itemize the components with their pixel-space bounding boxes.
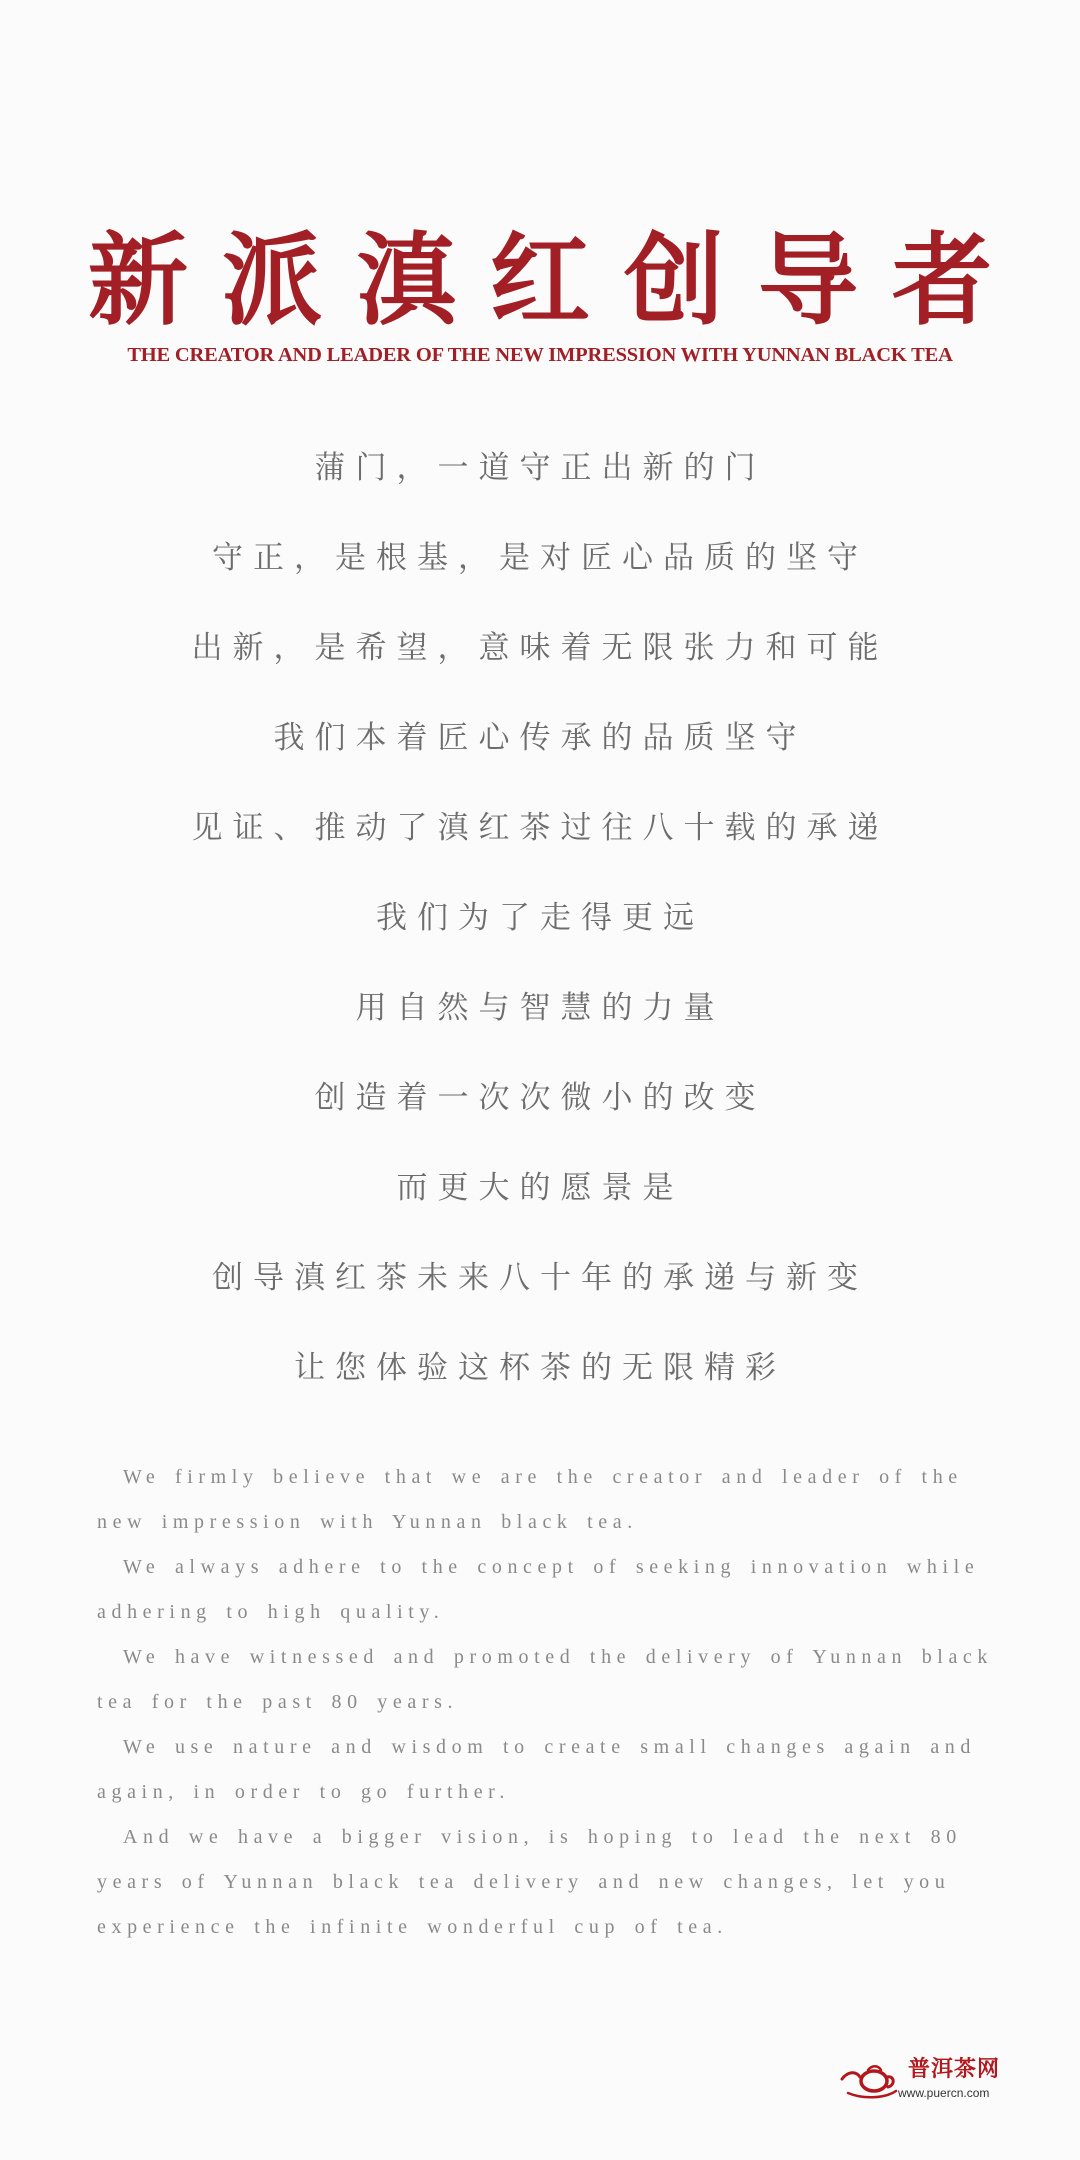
teapot-icon	[838, 2059, 902, 2099]
english-paragraph: We have witnessed and promoted the delivery of Yunnan black tea for the past 80 years.	[97, 1646, 994, 1713]
poem-line: 出新，是希望，意味着无限张力和可能	[191, 630, 889, 666]
poem-line: 我们本着匠心传承的品质坚守	[273, 720, 807, 756]
english-paragraph: We always adhere to the concept of seeking innovation while adhering to high quality.	[97, 1556, 980, 1623]
english-paragraph: We use nature and wisdom to create small changes again and again, in order to go further.	[97, 1736, 977, 1803]
poem-line: 我们为了走得更远	[376, 900, 704, 936]
watermark-url: www.puercn.com	[898, 2086, 990, 2100]
poem-line: 而更大的愿景是	[396, 1170, 684, 1206]
poem-line: 守正，是根基，是对匠心品质的坚守	[212, 540, 868, 576]
poem-line: 蒲门，一道守正出新的门	[314, 450, 766, 486]
page-title: 新派滇红创导者	[88, 221, 1026, 339]
poem-line: 见证、推动了滇红茶过往八十载的承递	[191, 810, 889, 846]
english-paragraph: We firmly believe that we are the creator and leader of the new impression with Yunnan black tea.	[97, 1466, 963, 1533]
english-translation	[97, 1455, 997, 1950]
poem-line: 创造着一次次微小的改变	[314, 1080, 766, 1116]
poem-line: 让您体验这杯茶的无限精彩	[294, 1350, 786, 1386]
chinese-poem	[0, 440, 1080, 1430]
english-paragraph: And we have a bigger vision, is hoping to lead the next 80 years of Yunnan black tea delivery and new changes, let you experience the infinite wonderful cup of tea.	[97, 1826, 962, 1938]
page-subtitle: THE CREATOR AND LEADER OF THE NEW IMPRESSION WITH YUNNAN BLACK TEA	[127, 344, 953, 366]
poem-line: 创导滇红茶未来八十年的承递与新变	[212, 1260, 868, 1296]
poem-line: 用自然与智慧的力量	[355, 990, 725, 1026]
watermark-name: 普洱茶网	[908, 2056, 1001, 2082]
site-watermark	[838, 2055, 1008, 2107]
